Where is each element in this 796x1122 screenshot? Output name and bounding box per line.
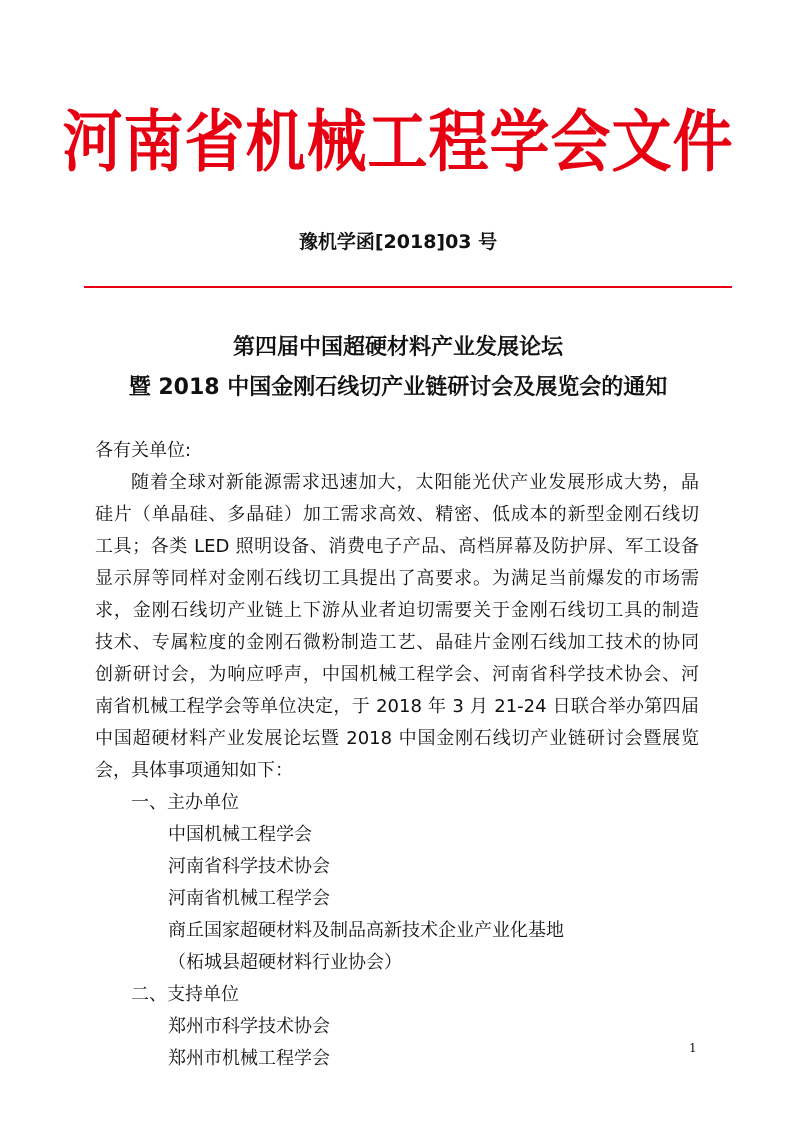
document-number: 豫机学函[2018]03 号 (298, 231, 498, 253)
paragraph-line: 硅片（单晶硅、多晶硅）加工需求高效、精密、低成本的新型金刚石线切 (95, 504, 699, 525)
paragraph-line: 工具；各类 LED 照明设备、消费电子产品、高档屏幕及防护屏、军工设备 (95, 536, 699, 557)
paragraph-line: 创新研讨会，为响应呼声，中国机械工程学会、河南省科学技术协会、河 (95, 664, 699, 685)
paragraph-line: 中国超硬材料产业发展论坛暨 2018 中国金刚石线切产业链研讨会暨展览 (95, 728, 699, 749)
notice-title-line-2: 暨 2018 中国金刚石线切产业链研讨会及展览会的通知 (128, 375, 668, 400)
paragraph-line: 显示屏等同样对金刚石线切工具提出了高要求。为满足当前爆发的市场需 (95, 568, 699, 589)
supporter-item: 郑州市机械工程学会 (168, 1048, 330, 1069)
paragraph-line: 随着全球对新能源需求迅速加大，太阳能光伏产业发展形成大势，晶 (131, 472, 699, 493)
org-header-title: 河南省机械工程学会文件 (62, 103, 734, 182)
organizer-item: 中国机械工程学会 (168, 824, 312, 845)
paragraph-line: 会，具体事项通知如下： (95, 760, 293, 781)
red-divider-line (84, 286, 732, 288)
paragraph-line: 求，金刚石线切产业链上下游从业者迫切需要关于金刚石线切工具的制造 (95, 600, 699, 621)
supporter-item: 郑州市科学技术协会 (168, 1016, 330, 1037)
organizer-item: 河南省机械工程学会 (168, 888, 330, 909)
page-number: 1 (689, 1041, 697, 1055)
section-heading-supporters: 二、支持单位 (131, 984, 239, 1005)
notice-title-line-1: 第四届中国超硬材料产业发展论坛 (232, 335, 563, 360)
paragraph-line: 技术、专属粒度的金刚石微粉制造工艺、晶硅片金刚石线加工技术的协同 (95, 632, 699, 653)
organizer-item: （柘城县超硬材料行业协会） (168, 952, 402, 973)
paragraph-line: 南省机械工程学会等单位决定，于 2018 年 3 月 21-24 日联合举办第四届 (95, 696, 699, 717)
organizer-item: 河南省科学技术协会 (168, 856, 330, 877)
salutation: 各有关单位: (95, 440, 192, 461)
section-heading-organizers: 一、主办单位 (131, 792, 239, 813)
organizer-item: 商丘国家超硬材料及制品高新技术企业产业化基地 (168, 920, 564, 941)
